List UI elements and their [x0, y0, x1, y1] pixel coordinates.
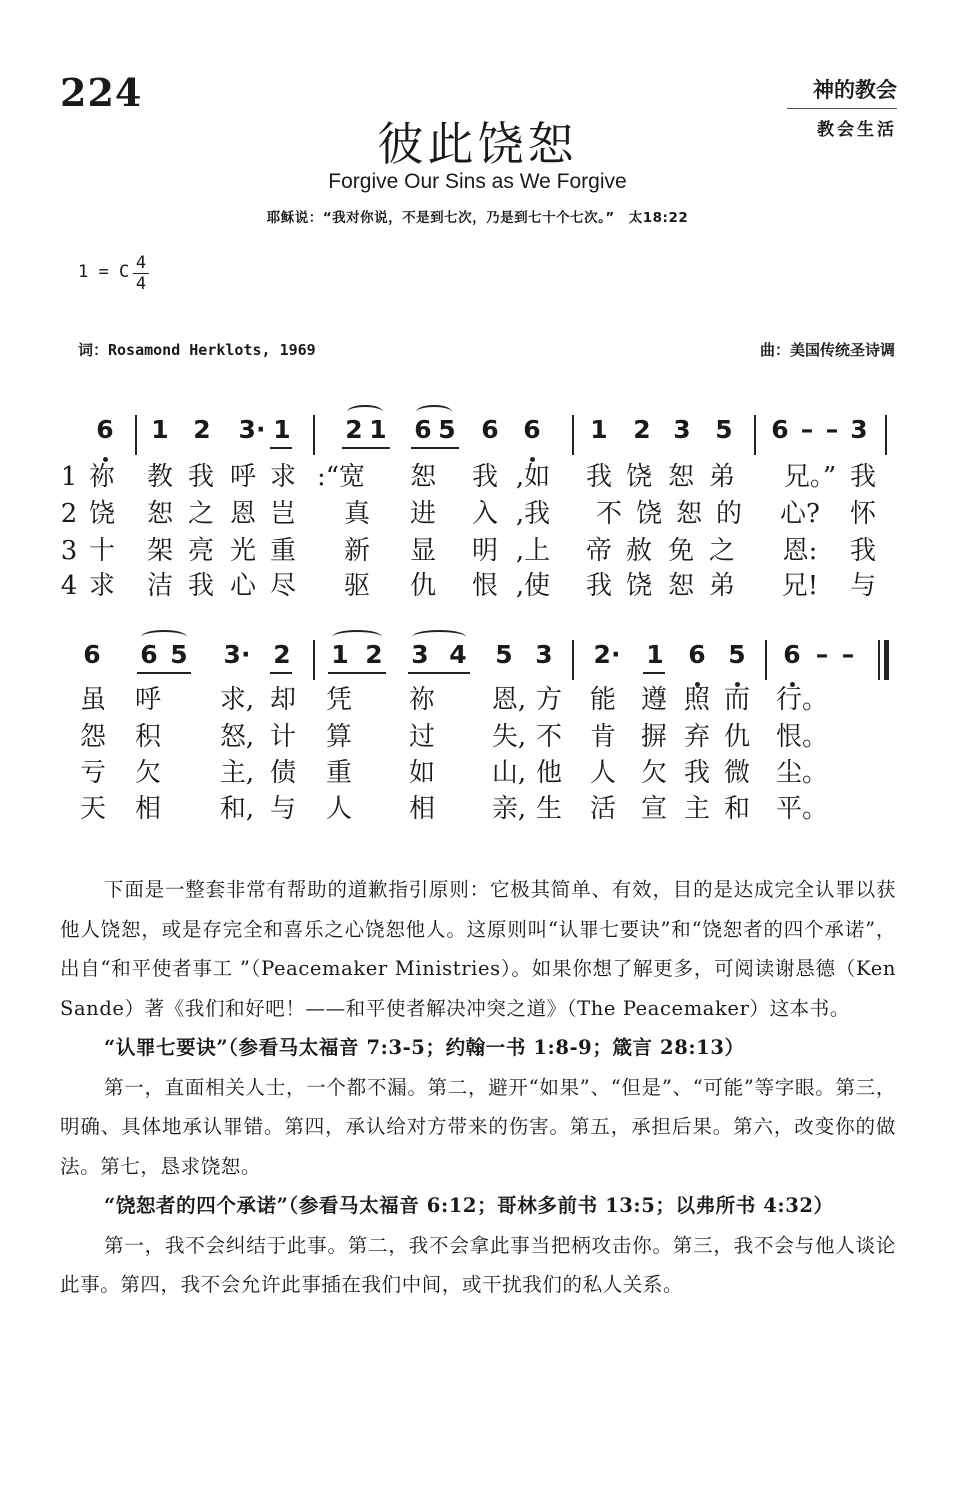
note: 3 — [673, 415, 691, 444]
lyric: 摒 — [640, 722, 667, 752]
lyric: 相 — [408, 794, 435, 824]
time-signature — [133, 253, 149, 294]
lyric: 赦 — [625, 536, 652, 566]
final-bar-line-thick — [884, 640, 889, 680]
lyric: 饶 — [625, 462, 652, 492]
bar-line — [313, 415, 315, 455]
lyric: 恕 — [409, 462, 436, 492]
lyric: 弟 — [708, 462, 735, 492]
lyric: 弟 — [708, 571, 735, 601]
lyric: 求 — [269, 462, 296, 492]
lyric: 微 — [723, 758, 750, 788]
note: 2 — [365, 640, 383, 669]
note: 6 — [96, 415, 114, 444]
lyric: 恨。 — [775, 722, 828, 752]
lyric: 平。 — [775, 794, 828, 824]
lyric: 我 — [849, 462, 876, 492]
lyric: ,如 — [515, 462, 551, 492]
underline — [270, 672, 292, 674]
notation-line-1 — [0, 415, 955, 455]
note: 2 — [193, 415, 211, 444]
lyric: 的 — [715, 499, 742, 529]
hymn-title-chinese: 彼此饶恕 — [377, 117, 578, 171]
time-signature-bottom: 4 — [133, 273, 149, 294]
dash: – — [841, 640, 855, 669]
lyric: 我 — [585, 462, 612, 492]
lyric: 恕 — [667, 571, 694, 601]
lyric: 天 — [79, 794, 106, 824]
lyric: 祢 — [88, 462, 115, 492]
note: 6 — [771, 415, 789, 444]
lyric-row-verse-2 — [0, 497, 955, 533]
note: 2 — [345, 415, 363, 444]
underline — [408, 672, 470, 674]
lyric: ,使 — [515, 571, 551, 601]
lyric: 人 — [325, 794, 352, 824]
underline — [643, 672, 665, 674]
note: 3 — [535, 640, 553, 669]
final-bar-line-thin — [878, 640, 880, 680]
lyric: 过 — [408, 722, 435, 752]
lyric: 却 — [269, 685, 296, 715]
dash: – — [800, 415, 814, 444]
lyric: 兄! — [781, 571, 819, 601]
lyric: 岂 — [269, 499, 296, 529]
lyric: 恕 — [667, 462, 694, 492]
forgiveness-paragraph: 第一，我不会纠结于此事。第二，我不会拿此事当把柄攻击你。第三，我不会与他人谈论此事。第四，我不会允许此事插在我们中间，或干扰我们的私人关系。 — [60, 1233, 896, 1296]
lyric: 失, — [491, 722, 527, 752]
lyric: 我 — [471, 462, 498, 492]
bar-line — [313, 640, 315, 680]
lyric: 恕 — [146, 499, 173, 529]
lyric: 计 — [269, 722, 296, 752]
lyric: 显 — [409, 536, 436, 566]
lyric: 活 — [589, 794, 616, 824]
lyric: 如 — [408, 758, 435, 788]
verse-number: 2 — [60, 499, 78, 529]
note: 2· — [593, 640, 621, 669]
lyric: 能 — [589, 685, 616, 715]
lyric: 与 — [849, 571, 876, 601]
lyric: ,我 — [515, 499, 551, 529]
composer-credit: 曲：美国传统圣诗调 — [759, 341, 895, 359]
note: 6 — [140, 640, 158, 669]
intro-paragraph: 下面是一整套非常有帮助的道歉指引原则：它极其简单、有效，目的是达成完全认罪以获他人饶恕，或是存完全和喜乐之心饶恕他人。这原则叫“认罪七要诀”和“饶恕者的四个承诺”，出自“和平使者事工 ”（Peacemaker Ministries）。如果你想了解更多，可阅读谢恳德（Ken Sande）著《我们和好吧！——和平使者解决冲突之道》（The Peacemaker）这本书。 — [60, 878, 896, 1020]
bar-line — [572, 640, 574, 680]
section-heading-confession: “认罪七要诀”（参看马太福音 7:3-5；约翰一书 1:8-9；箴言 28:13） — [104, 1036, 745, 1059]
lyric: 肯 — [589, 722, 616, 752]
note: 6 — [83, 640, 101, 669]
bar-line — [135, 415, 137, 455]
lyric: 宣 — [640, 794, 667, 824]
lyric: 与 — [269, 794, 296, 824]
lyric: 尽 — [269, 571, 296, 601]
lyric: 照 — [683, 685, 710, 715]
lyric: 呼 — [229, 462, 256, 492]
scripture-verse: 耶稣说：“我对你说，不是到七次，乃是到七十个七次。” 太18:22 — [266, 210, 689, 226]
lyric: 生 — [535, 794, 562, 824]
note: 1 — [151, 415, 169, 444]
lyric-row-2-verse-3 — [0, 756, 955, 792]
lyric: 教 — [146, 462, 173, 492]
note: 5 — [728, 640, 746, 669]
verse-number: 4 — [60, 571, 78, 601]
lyric: 凭 — [325, 685, 352, 715]
lyric: 光 — [229, 536, 256, 566]
lyric: 进 — [409, 499, 436, 529]
lyric: 尘。 — [775, 758, 828, 788]
bar-line — [754, 415, 756, 455]
underline — [342, 447, 390, 449]
lyric: 之 — [708, 536, 735, 566]
lyric: 遵 — [640, 685, 667, 715]
lyric: 亏 — [79, 758, 106, 788]
category-sub: 教会生活 — [817, 120, 897, 140]
note: 5 — [438, 415, 456, 444]
lyric: 我 — [683, 758, 710, 788]
lyric: 重 — [325, 758, 352, 788]
lyric: 欠 — [134, 758, 161, 788]
underline — [270, 447, 292, 449]
lyric: 不 — [535, 722, 562, 752]
note: 6 — [481, 415, 499, 444]
lyric: 和, — [219, 794, 255, 824]
lyric: 虽 — [79, 685, 106, 715]
lyric: 求 — [88, 571, 115, 601]
lyric: 相 — [134, 794, 161, 824]
lyric-row-2-verse-2 — [0, 720, 955, 756]
lyric: 怀 — [849, 499, 876, 529]
lyric-row-2-verse-1 — [0, 683, 955, 719]
underline — [328, 672, 386, 674]
lyric: 架 — [146, 536, 173, 566]
lyric: 主 — [683, 794, 710, 824]
note: 6 — [414, 415, 432, 444]
lyric: 明 — [471, 536, 498, 566]
lyric: 心 — [229, 571, 256, 601]
lyric: 债 — [269, 758, 296, 788]
lyric: 积 — [134, 722, 161, 752]
lyric: 算 — [325, 722, 352, 752]
lyric: :“宽 — [316, 462, 366, 492]
underline — [411, 447, 459, 449]
verse-number: 1 — [60, 462, 78, 492]
key-signature: 1 = C — [78, 262, 130, 282]
note: 6 — [523, 415, 541, 444]
hymn-title-english: Forgive Our Sins as We Forgive — [328, 170, 627, 193]
underline — [137, 672, 191, 674]
note: 3 — [850, 415, 868, 444]
time-signature-top: 4 — [135, 253, 147, 273]
lyric: 恨 — [471, 571, 498, 601]
lyric: 恩, — [491, 685, 527, 715]
lyric: 他 — [535, 758, 562, 788]
lyric: 恩: — [782, 536, 818, 566]
lyric: 饶 — [625, 571, 652, 601]
note: 5 — [170, 640, 188, 669]
note: 2 — [633, 415, 651, 444]
lyric: 我 — [187, 571, 214, 601]
lyric: 饶 — [88, 499, 115, 529]
lyric: 入 — [471, 499, 498, 529]
lyric: 人 — [589, 758, 616, 788]
lyric: 十 — [88, 536, 115, 566]
body-text — [60, 870, 896, 1305]
lyric: 之 — [187, 499, 214, 529]
lyric: 山, — [491, 758, 527, 788]
lyric-row-verse-1 — [0, 460, 955, 496]
lyric: 仇 — [409, 571, 436, 601]
lyric: 行。 — [775, 685, 828, 715]
lyric: 不 — [595, 499, 622, 529]
note: 4 — [449, 640, 467, 669]
lyric: 而 — [723, 685, 750, 715]
bar-line — [885, 415, 887, 455]
lyricist-credit: 词：Rosamond Herklots, 1969 — [78, 341, 316, 359]
page-number: 224 — [60, 70, 143, 115]
lyric: 欠 — [640, 758, 667, 788]
lyric-row-2-verse-4 — [0, 792, 955, 828]
lyric: 心? — [780, 499, 820, 529]
lyric: 和 — [723, 794, 750, 824]
note: 3 — [411, 640, 429, 669]
confession-paragraph: 第一，直面相关人士，一个都不漏。第二，避开“如果”、“但是”、“可能”等字眼。第三，明确、具体地承认罪错。第四，承认给对方带来的伤害。第五，承担后果。第六，改变你的做法。第七，恳求饶恕。 — [60, 1075, 896, 1178]
lyric: 重 — [269, 536, 296, 566]
lyric: 我 — [849, 536, 876, 566]
lyric: 免 — [667, 536, 694, 566]
note: 1 — [590, 415, 608, 444]
lyric: 主, — [219, 758, 255, 788]
note: 2 — [273, 640, 291, 669]
lyric: ,上 — [515, 536, 551, 566]
note: 5 — [715, 415, 733, 444]
lyric: 仇 — [723, 722, 750, 752]
lyric: 祢 — [408, 685, 435, 715]
note: 5 — [495, 640, 513, 669]
lyric: 呼 — [134, 685, 161, 715]
lyric: 亮 — [187, 536, 214, 566]
note: 1 — [273, 415, 291, 444]
lyric: 真 — [343, 499, 370, 529]
category-main: 神的教会 — [787, 74, 897, 109]
lyric: 亲, — [491, 794, 527, 824]
bar-line — [765, 640, 767, 680]
lyric: 我 — [187, 462, 214, 492]
note: 1 — [369, 415, 387, 444]
lyric: 饶 — [635, 499, 662, 529]
note: 6 — [688, 640, 706, 669]
lyric: 怒, — [219, 722, 255, 752]
note: 3· — [223, 640, 251, 669]
note: 1 — [331, 640, 349, 669]
lyric-row-verse-4 — [0, 569, 955, 605]
lyric: 怨 — [79, 722, 106, 752]
lyric: 求, — [219, 685, 255, 715]
dash: – — [815, 640, 829, 669]
note: 3· — [238, 415, 266, 444]
lyric: 恕 — [675, 499, 702, 529]
lyric: 帝 — [585, 536, 612, 566]
lyric: 新 — [343, 536, 370, 566]
dash: – — [825, 415, 839, 444]
lyric: 弃 — [683, 722, 710, 752]
lyric: 恩 — [229, 499, 256, 529]
lyric-row-verse-3 — [0, 534, 955, 570]
notation-line-2 — [0, 640, 955, 680]
note: 6 — [783, 640, 801, 669]
lyric: 方 — [535, 685, 562, 715]
lyric: 我 — [585, 571, 612, 601]
lyric: 兄。” — [783, 462, 837, 492]
lyric: 驱 — [343, 571, 370, 601]
note: 1 — [646, 640, 664, 669]
verse-number: 3 — [60, 536, 78, 566]
lyric: 洁 — [146, 571, 173, 601]
section-heading-forgiveness: “饶恕者的四个承诺”（参看马太福音 6:12；哥林多前书 13:5；以弗所书 4:32） — [104, 1194, 834, 1217]
bar-line — [572, 415, 574, 455]
